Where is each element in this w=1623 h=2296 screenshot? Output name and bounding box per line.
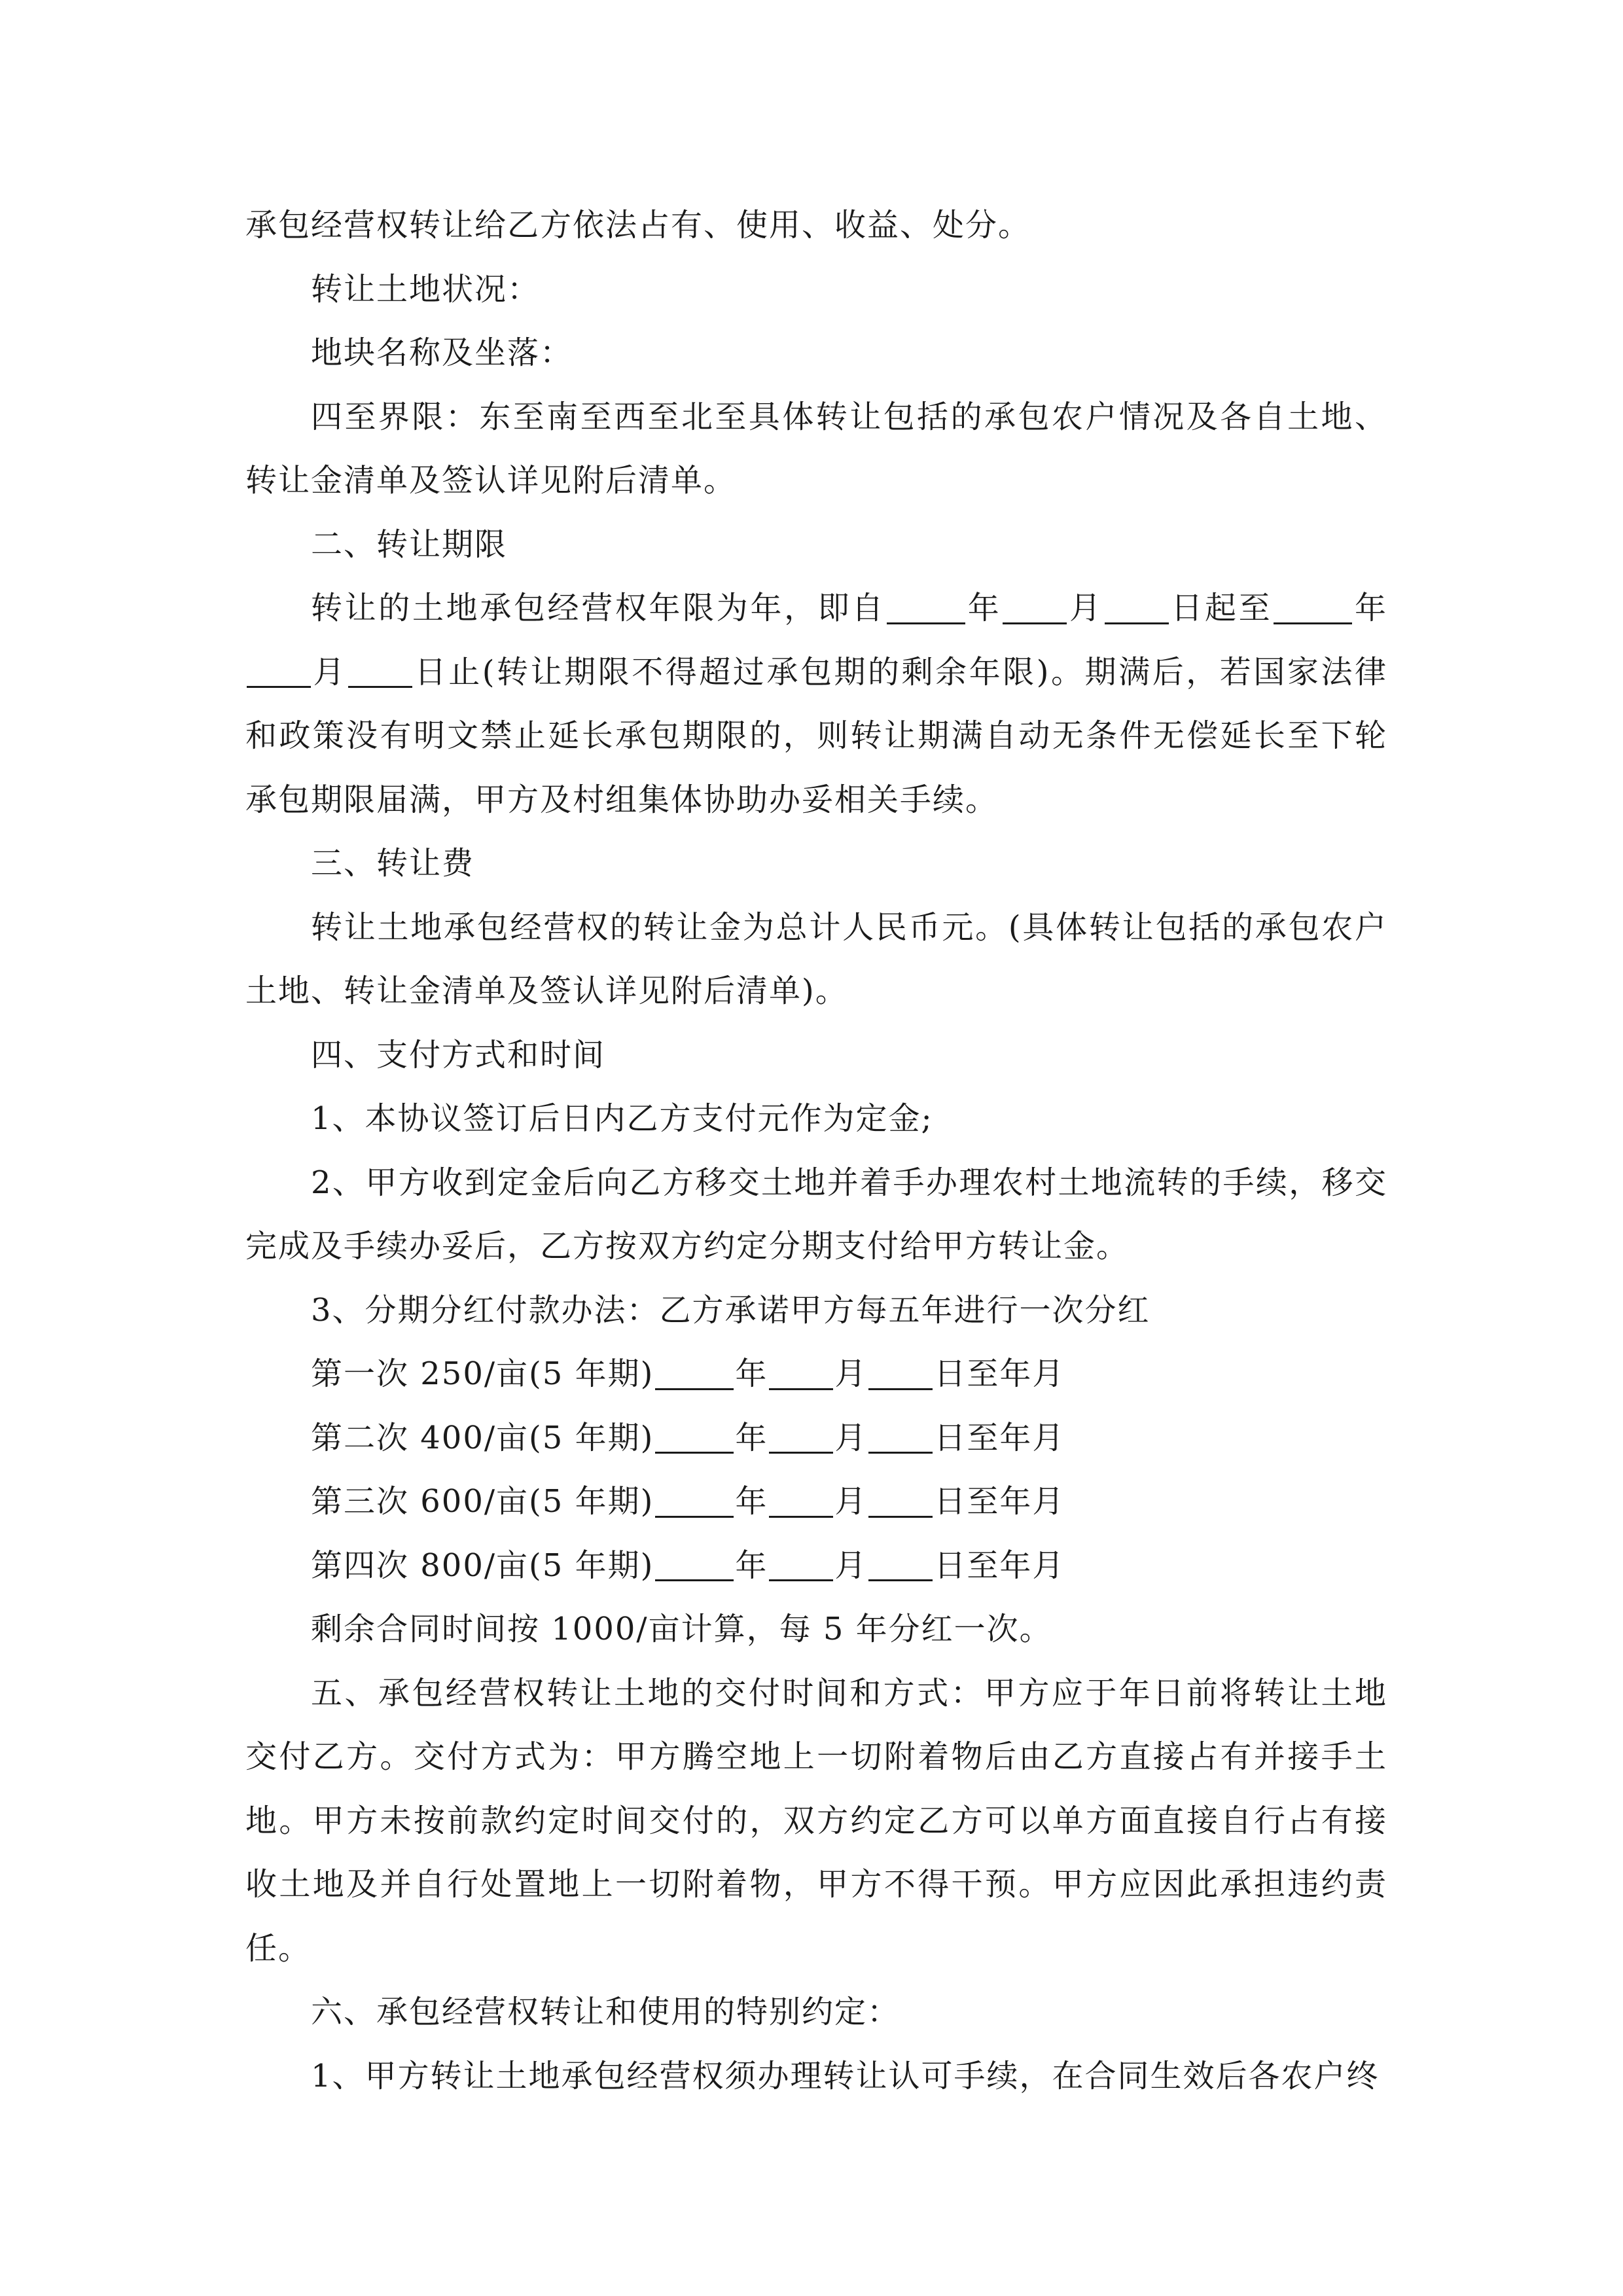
installment-day: 日至年月: [934, 1419, 1065, 1456]
blank-line: [769, 1420, 833, 1454]
term-text-c: 月: [1068, 590, 1103, 626]
installment-year: 年: [735, 1419, 768, 1456]
paragraph-payment-1: 1、本协议签订后日内乙方支付元作为定金;: [311, 1100, 933, 1137]
paragraph-special-1: 1、甲方转让土地承包经营权须办理转让认可手续，在合同生效后各农户终: [311, 2057, 1380, 2094]
installment-label: 第四次 800/亩(5 年期): [311, 1547, 654, 1584]
section-heading-3: 三、转让费: [311, 845, 475, 882]
paragraph-remaining: 剩余合同时间按 1000/亩计算，每 5 年分红一次。: [311, 1611, 1052, 1647]
blank-line: [655, 1420, 734, 1454]
section-heading-6: 六、承包经营权转让和使用的特别约定：: [311, 1994, 901, 2030]
blank-line: [348, 655, 412, 688]
paragraph-1: 承包经营权转让给乙方依法占有、使用、收益、处分。: [245, 207, 1031, 243]
blank-line: [868, 1548, 933, 1581]
paragraph-3: 地块名称及坐落：: [311, 334, 573, 371]
term-text-f: 月: [312, 653, 348, 691]
blank-line: [655, 1548, 734, 1581]
section-heading-5: 五、承包经营权转让土地的交付时间和方式：甲方应于年日前将转让土地交付乙方。交付方式为：甲方腾空地上一切附着物后由乙方直接占有并接手土地。甲方未按前款约定时间交付的，双方约定乙方可以单方面直接自行占有接收土地及并自行处置地上一切附着物，甲方不得干预。甲方应因此承担违约责任。: [245, 1674, 1387, 1967]
installment-row: [245, 1534, 1387, 1598]
installment-day: 日至年月: [934, 1547, 1065, 1584]
installment-year: 年: [735, 1483, 768, 1520]
term-text-e: 年: [1353, 590, 1387, 626]
term-text-d: 日起至: [1169, 590, 1273, 626]
paragraph-2: 转让土地状况：: [311, 270, 541, 308]
paragraph-payment-3: 3、分期分红付款办法：乙方承诺甲方每五年进行一次分红: [311, 1291, 1150, 1329]
installment-day: 日至年月: [934, 1355, 1065, 1392]
installment-month: 月: [834, 1547, 868, 1584]
section-heading-2: 二、转让期限: [311, 526, 508, 563]
blank-line: [655, 1484, 734, 1518]
paragraph-payment-2: 2、甲方收到定金后向乙方移交土地并着手办理农村土地流转的手续，移交完成及手续办妥后，乙方按双方约定分期支付给甲方转让金。: [245, 1164, 1387, 1265]
blank-line: [868, 1484, 933, 1518]
paragraph-4: 四至界限：东至南至西至北至具体转让包括的承包农户情况及各自土地、转让金清单及签认详见附后清单。: [245, 398, 1387, 499]
paragraph-term: [245, 577, 1387, 832]
term-text-a: 转让的土地承包经营权年限为年，即自: [311, 590, 886, 626]
term-text-b: 年: [967, 590, 1002, 626]
blank-line: [247, 655, 311, 688]
installment-label: 第三次 600/亩(5 年期): [311, 1483, 654, 1520]
installment-day: 日至年月: [934, 1483, 1065, 1520]
section-heading-4: 四、支付方式和时间: [311, 1036, 606, 1073]
blank-line: [868, 1420, 933, 1454]
installment-year: 年: [735, 1355, 768, 1392]
installment-year: 年: [735, 1547, 768, 1584]
term-text-g: 日止(转让期限不得超过承包期的剩余年限)。期满后，若国家法律和政策没有明文禁止延长承包期限的，则转让期满自动无条件无偿延长至下轮承包期限届满，甲方及村组集体协助办妥相关手续。: [245, 653, 1387, 818]
installment-row: [245, 1342, 1387, 1407]
document-body: [245, 194, 1387, 2108]
blank-line: [868, 1357, 933, 1390]
blank-line: [769, 1357, 833, 1390]
blank-line: [769, 1484, 833, 1518]
blank-line: [655, 1357, 734, 1390]
paragraph-fee: 转让土地承包经营权的转让金为总计人民币元。(具体转让包括的承包农户土地、转让金清单及签认详见附后清单)。: [245, 908, 1387, 1009]
installment-row: [245, 1470, 1387, 1534]
blank-line: [1274, 591, 1352, 624]
installment-label: 第一次 250/亩(5 年期): [311, 1355, 654, 1392]
blank-line: [887, 591, 965, 624]
blank-line: [1003, 591, 1067, 624]
installment-month: 月: [834, 1419, 868, 1456]
blank-line: [769, 1548, 833, 1581]
blank-line: [1105, 591, 1169, 624]
installment-row: [245, 1407, 1387, 1471]
installment-month: 月: [834, 1483, 868, 1520]
installment-label: 第二次 400/亩(5 年期): [311, 1419, 654, 1456]
installment-month: 月: [834, 1355, 868, 1392]
